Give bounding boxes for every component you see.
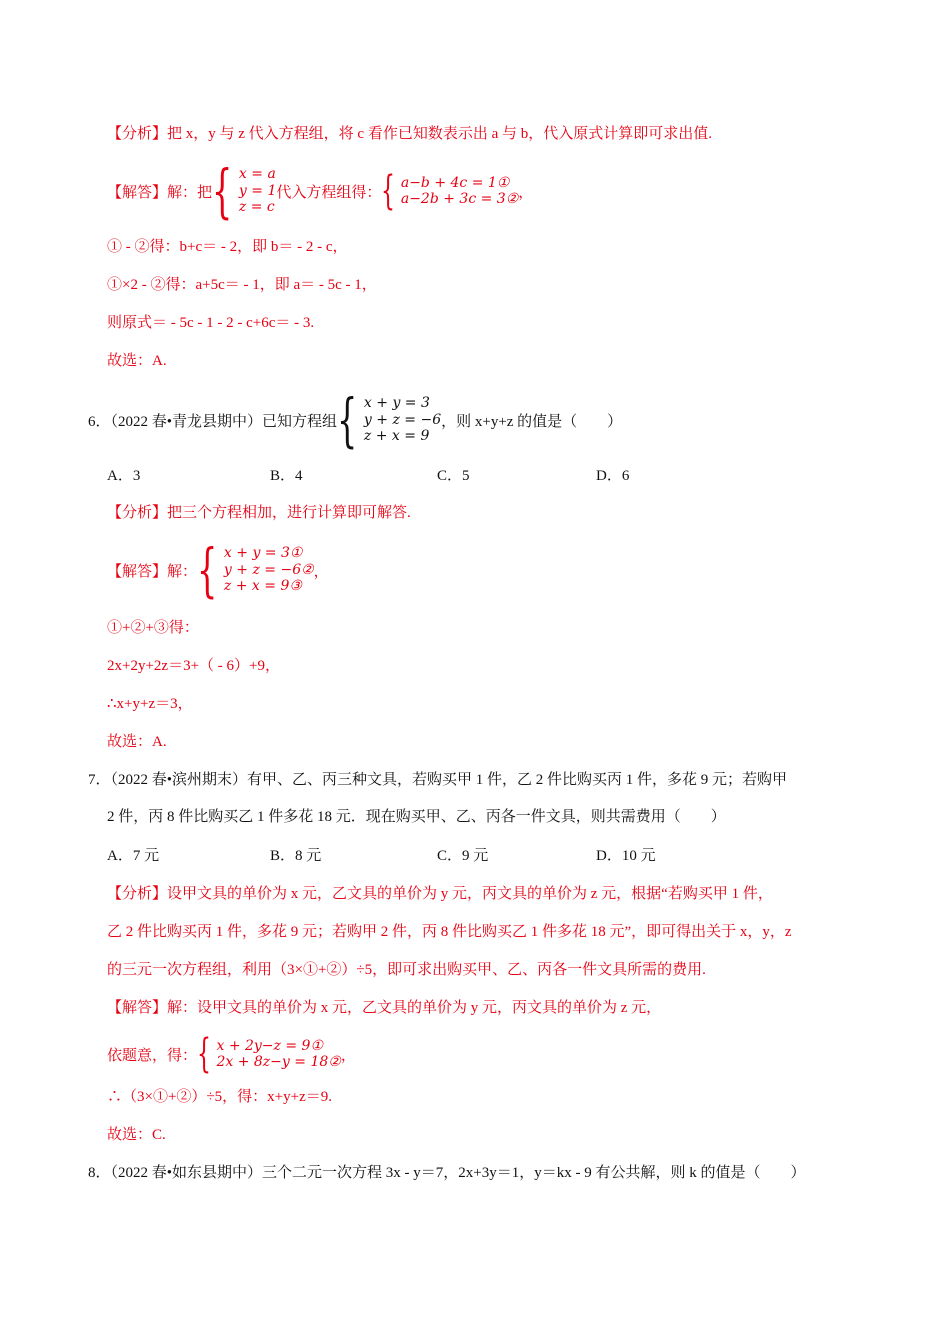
q7-step: ∴（3×①+②）÷5，得：x+y+z＝9. — [107, 1089, 332, 1105]
q7-option-c: C．9 元 — [437, 848, 489, 864]
p5-step3: 则原式＝ - 5c - 1 - 2 - c+6c＝ - 3. — [107, 315, 315, 331]
q6-stem-prefix: 6．（2022 春•青龙县期中）已知方程组 — [88, 413, 338, 430]
q7-answer-line1: 【解答】解：设甲文具的单价为 x 元，乙文具的单价为 y 元，丙文具的单价为 z 元， — [107, 1000, 662, 1016]
left-brace-icon: { — [381, 168, 396, 214]
q7-option-b: B．8 元 — [270, 848, 322, 864]
q6-option-a: A．3 — [107, 468, 141, 484]
q7-answer-prefix: 依题意，得： — [107, 1047, 198, 1064]
q6-stem — [88, 386, 623, 454]
q7-ans-eq-1: x + 2y−z = 9① — [216, 1037, 324, 1054]
p5-analysis: 【分析】把 x，y 与 z 代入方程组，将 c 看作已知数表示出 a 与 b，代入原式计算即可求出值. — [107, 126, 712, 142]
left-brace-icon: { — [212, 157, 233, 225]
res-eq-2: a−2b + 3c = 3② — [400, 191, 519, 207]
left-brace-icon: { — [337, 386, 358, 454]
q7-analysis-line3: 的三元一次方程组，利用（3×①+②）÷5，即可求出购买甲、乙、丙各一件文具所需的费用. — [107, 962, 706, 978]
q6-option-d: D．6 — [596, 468, 630, 484]
q6-ans-eq-2: y + z = −6② — [223, 561, 314, 578]
q7-answer-block — [107, 1031, 356, 1077]
q6-answer-prefix: 【解答】解： — [107, 563, 198, 580]
q6-step1: ①+②+③得： — [107, 620, 199, 636]
q7-option-a: A．7 元 — [107, 848, 160, 864]
q6-ans-eq-1: x + y = 3① — [223, 545, 303, 562]
q6-step2: 2x+2y+2z＝3+（ - 6）+9， — [107, 658, 280, 674]
q7-stem-line2: 2 件，丙 8 件比购买乙 1 件多花 18 元．现在购买甲、乙、丙各一件文具，则共需费用（ ） — [107, 809, 726, 825]
p5-substitution-system — [239, 166, 276, 216]
left-brace-icon: { — [197, 536, 218, 604]
p5-answer-end: ， — [518, 184, 534, 201]
q6-step3: ∴x+y+z＝3， — [107, 696, 193, 712]
res-eq-1: a−b + 4c = 1① — [400, 174, 510, 191]
q6-system — [364, 395, 441, 445]
q7-answer-end: ， — [340, 1047, 356, 1064]
q6-eq-3: z + x = 9 — [363, 428, 430, 445]
q8-stem: 8．（2022 春•如东县期中）三个二元一次方程 3x - y＝7，2x+3y＝1，y＝kx - 9 有公共解，则 k 的值是（ ） — [88, 1165, 806, 1181]
sub-eq-1: x = a — [238, 166, 276, 183]
q7-stem-line1: 7．（2022 春•滨州期末）有甲、乙、丙三种文具，若购买甲 1 件，乙 2 件比购买丙 1 件，多花 9 元；若购甲 — [88, 772, 788, 788]
q7-answer-system — [216, 1038, 340, 1071]
p5-answer-block — [107, 157, 534, 225]
sub-eq-2: y = 1 — [238, 182, 277, 199]
q7-analysis-line1: 【分析】设甲文具的单价为 x 元，乙文具的单价为 y 元，丙文具的单价为 z 元，根据“若购买甲 1 件， — [107, 886, 773, 902]
p5-choice: 故选：A. — [107, 353, 167, 369]
q6-answer-block — [107, 536, 329, 604]
p5-answer-prefix: 【解答】解：把 — [107, 184, 213, 201]
p5-step1: ① - ②得：b+c＝ - 2，即 b＝ - 2 - c， — [107, 239, 348, 255]
q6-stem-suffix: ，则 x+y+z 的值是（ ） — [441, 413, 623, 430]
q6-analysis: 【分析】把三个方程相加，进行计算即可解答. — [107, 505, 411, 521]
p5-result-system — [401, 175, 518, 208]
p5-step2: ①×2 - ②得：a+5c＝ - 1，即 a＝ - 5c - 1， — [107, 277, 377, 293]
q6-answer-end: ， — [313, 563, 329, 580]
q6-eq-1: x + y = 3 — [363, 395, 430, 412]
q6-choice: 故选：A. — [107, 734, 167, 750]
q6-option-b: B．4 — [270, 468, 303, 484]
q6-option-c: C．5 — [437, 468, 470, 484]
q6-eq-2: y + z = −6 — [363, 411, 442, 428]
q7-ans-eq-2: 2x + 8z−y = 18② — [216, 1054, 341, 1070]
sub-eq-3: z = c — [238, 199, 275, 216]
q7-option-d: D．10 元 — [596, 848, 656, 864]
p5-answer-mid: 代入方程组得： — [276, 184, 382, 201]
left-brace-icon: { — [197, 1031, 212, 1077]
q7-analysis-line2: 乙 2 件比购买丙 1 件，多花 9 元；若购甲 2 件，丙 8 件比购买乙 1 件多花 18 元”，即可得出关于 x，y，z — [107, 924, 792, 940]
q6-answer-system — [224, 545, 314, 595]
q7-choice: 故选：C. — [107, 1127, 166, 1143]
q6-ans-eq-3: z + x = 9③ — [223, 578, 302, 595]
